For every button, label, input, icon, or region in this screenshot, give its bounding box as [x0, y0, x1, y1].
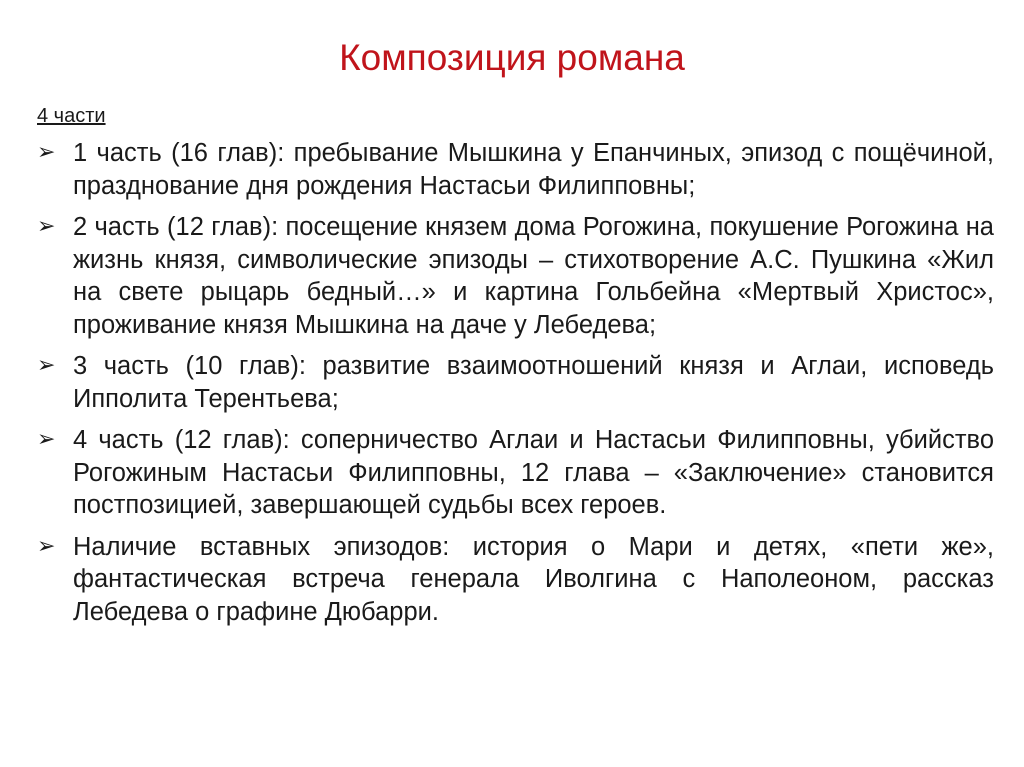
- arrow-bullet-icon: ➢: [37, 140, 56, 165]
- bullet-text: 3 часть (10 глав): развитие взаимоотношений князя и Аглаи, исповедь Ипполита Терентьева;: [73, 352, 994, 413]
- bullet-text: 2 часть (12 глав): посещение князем дома Рогожина, покушение Рогожина на жизнь князя, символические эпизоды – стихотворение А.С. Пушкина «Жил на свете рыцарь бедный…» и картина Гольбейна «Мертвый Христос», проживание князя Мышкина на даче у Лебедева;: [73, 213, 994, 339]
- bullet-item-5: [37, 531, 994, 629]
- bullet-item-1: [37, 137, 994, 202]
- bullet-list: [37, 137, 994, 637]
- bullet-text: 4 часть (12 глав): соперничество Аглаи и Настасьи Филипповны, убийство Рогожиным Настасьи Филипповны, 12 глава – «Заключение» становится постпозицией, завершающей судьбы всех героев.: [73, 426, 994, 519]
- arrow-bullet-icon: ➢: [37, 214, 56, 239]
- slide-title: Композиция романа: [339, 37, 685, 78]
- subheading: 4 части: [37, 105, 106, 127]
- bullet-item-3: [37, 350, 994, 415]
- bullet-text: Наличие вставных эпизодов: история о Мари и детях, «пети же», фантастическая встреча генерала Иволгина с Наполеоном, рассказ Лебедева о графине Дюбарри.: [73, 532, 994, 626]
- bullet-item-4: [37, 424, 994, 522]
- bullet-text: 1 часть (16 глав): пребывание Мышкина у Епанчиных, эпизод с пощёчиной, празднование дня рождения Настасьи Филипповны;: [73, 139, 994, 200]
- bullet-item-2: [37, 211, 994, 341]
- arrow-bullet-icon: ➢: [37, 353, 56, 378]
- arrow-bullet-icon: ➢: [37, 427, 56, 452]
- arrow-bullet-icon: ➢: [37, 533, 56, 559]
